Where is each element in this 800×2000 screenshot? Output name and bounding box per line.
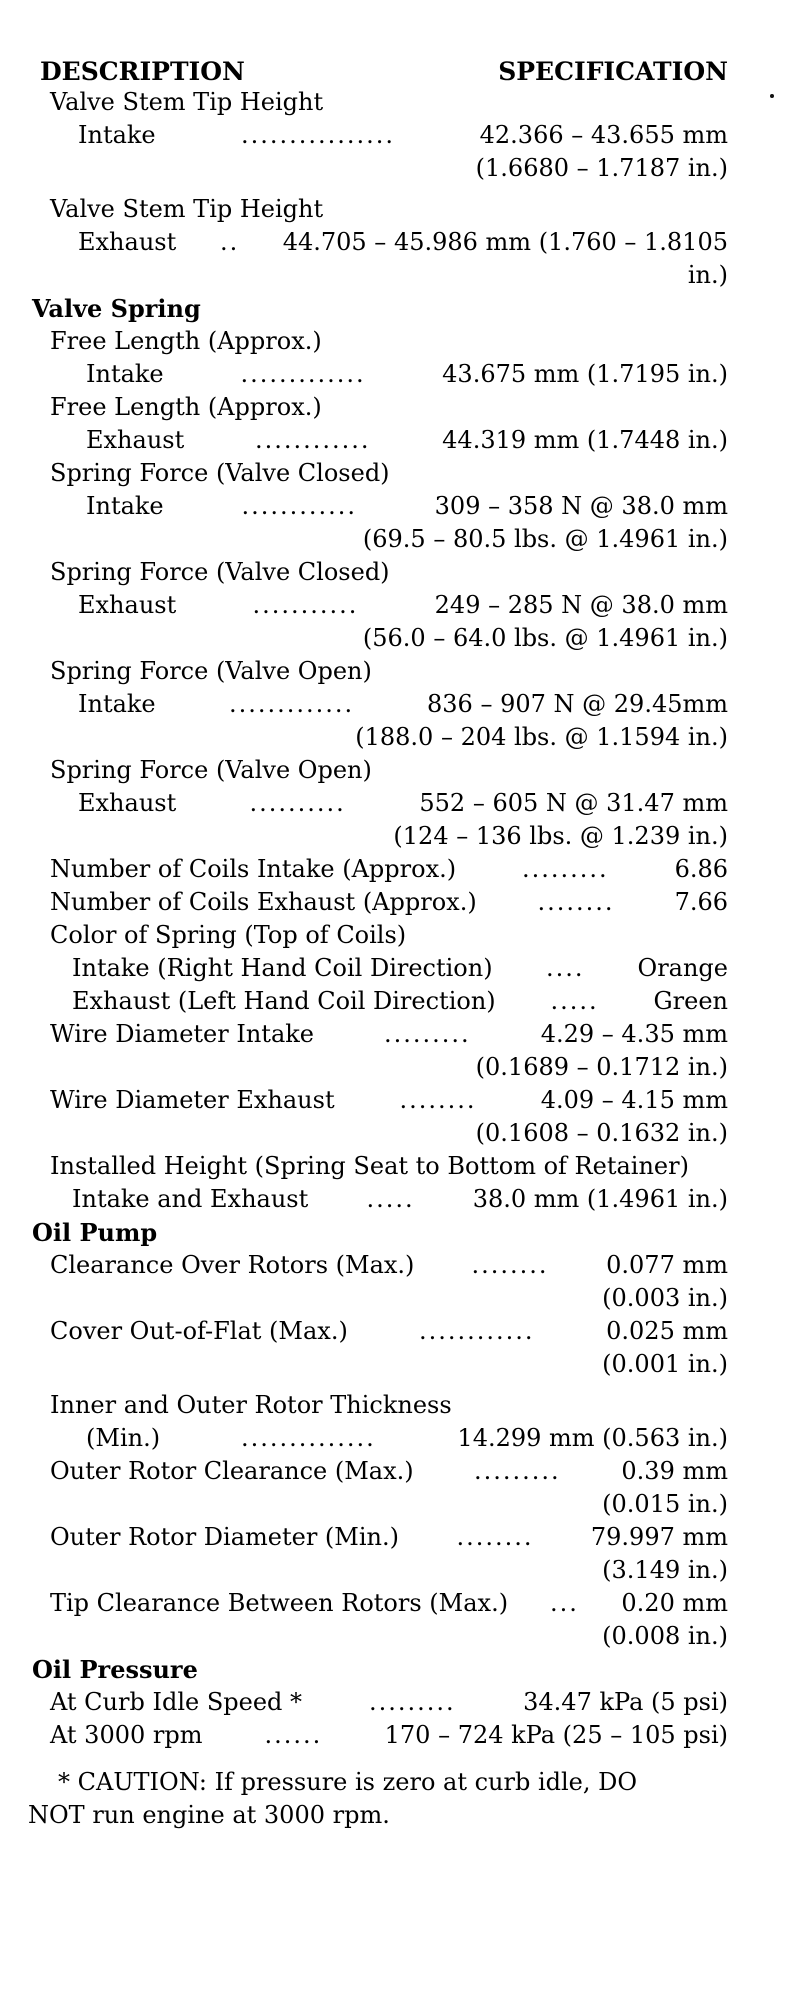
spec-value-continuation-text: (0.015 in.) xyxy=(602,1490,728,1518)
section-heading xyxy=(28,1653,728,1686)
section-heading xyxy=(28,1216,728,1249)
spec-value-continuation-text: (188.0 – 204 lbs. @ 1.1594 in.) xyxy=(355,723,728,751)
spec-group-label-text: Free Length (Approx.) xyxy=(50,327,322,355)
section-heading-text: Oil Pressure xyxy=(32,1655,198,1684)
spec-entry-label: At 3000 rpm xyxy=(50,1721,203,1749)
spec-value-continuation xyxy=(28,1282,728,1315)
spec-entry-value: 34.47 kPa (5 psi) xyxy=(523,1688,728,1716)
spec-value-continuation xyxy=(28,1554,728,1587)
spec-entry xyxy=(28,1455,728,1488)
spec-value-continuation xyxy=(28,1620,728,1653)
spec-entry xyxy=(28,1315,728,1348)
spec-entry-value: 4.29 – 4.35 mm xyxy=(540,1020,728,1048)
spec-entry-value: 43.675 mm (1.7195 in.) xyxy=(442,360,728,388)
spec-entry-value: 0.20 mm xyxy=(621,1589,728,1617)
spec-group-label-text: Valve Stem Tip Height xyxy=(50,88,324,116)
leader-dots: ........ xyxy=(537,888,615,916)
leader-dots: ........... xyxy=(252,591,359,619)
spec-value-continuation xyxy=(28,721,728,754)
spec-value-continuation xyxy=(28,1348,728,1381)
section-heading-text: Valve Spring xyxy=(32,294,201,323)
spec-entry xyxy=(28,1084,728,1117)
leader-dots: ......... xyxy=(384,1020,471,1048)
spec-entry-value: 309 – 358 N @ 38.0 mm xyxy=(434,492,728,520)
spec-entry xyxy=(28,1183,728,1216)
leader-dots: ........ xyxy=(471,1251,549,1279)
spec-entry xyxy=(28,490,728,523)
spec-entry xyxy=(28,1719,728,1752)
spec-entry-label: Intake and Exhaust xyxy=(72,1185,309,1213)
spec-entry xyxy=(28,1521,728,1554)
caution-note-line-2: NOT run engine at 3000 rpm. xyxy=(28,1801,390,1829)
spec-group-label-text: Installed Height (Spring Seat to Bottom of Retainer) xyxy=(50,1152,689,1180)
spec-group-label xyxy=(28,325,728,358)
spec-entry-label: Wire Diameter Exhaust xyxy=(50,1086,335,1114)
spec-value-continuation xyxy=(28,1051,728,1084)
spec-group-label xyxy=(28,1150,728,1183)
spec-entry xyxy=(28,589,728,622)
spec-entry-value: 0.025 mm xyxy=(606,1317,728,1345)
spec-entry-label: Outer Rotor Clearance (Max.) xyxy=(50,1457,414,1485)
spec-group-label-text: Valve Stem Tip Height xyxy=(50,195,324,223)
spec-value-continuation xyxy=(28,259,728,292)
spec-entry-value: 0.39 mm xyxy=(621,1457,728,1485)
leader-dots: ............. xyxy=(229,690,355,718)
spec-rows xyxy=(28,86,728,1752)
spec-entry xyxy=(28,1249,728,1282)
spec-value-continuation xyxy=(28,523,728,556)
leader-dots: ...... xyxy=(264,1721,323,1749)
spec-table xyxy=(28,52,728,1832)
spec-entry xyxy=(28,952,728,985)
spec-value-continuation-text: (0.003 in.) xyxy=(602,1284,728,1312)
spec-entry-label: Exhaust xyxy=(78,228,177,256)
spec-group-label xyxy=(28,193,728,226)
spec-group-label-text: Spring Force (Valve Open) xyxy=(50,756,372,784)
spec-entry-value: 38.0 mm (1.4961 in.) xyxy=(472,1185,728,1213)
spec-group-label xyxy=(28,754,728,787)
leader-dots: ............. xyxy=(240,360,366,388)
spec-group-label-text: Color of Spring (Top of Coils) xyxy=(50,921,407,949)
section-heading-text: Oil Pump xyxy=(32,1218,158,1247)
spec-entry-value: 42.366 – 43.655 mm xyxy=(479,121,728,149)
spec-entry-label: At Curb Idle Speed * xyxy=(50,1688,303,1716)
leader-dots: .... xyxy=(546,954,585,982)
spec-entry xyxy=(28,1587,728,1620)
spec-entry-label: Outer Rotor Diameter (Min.) xyxy=(50,1523,399,1551)
leader-dots: ..... xyxy=(366,1185,415,1213)
leader-dots: ..... xyxy=(550,987,599,1015)
spec-entry-value: 6.86 xyxy=(674,855,728,883)
spec-group-label xyxy=(28,919,728,952)
spec-group-label xyxy=(28,556,728,589)
spec-value-continuation-text: (124 – 136 lbs. @ 1.239 in.) xyxy=(393,822,728,850)
spec-value-continuation xyxy=(28,152,728,185)
leader-dots: ............ xyxy=(241,492,358,520)
spec-value-continuation xyxy=(28,1488,728,1521)
caution-note xyxy=(28,1766,728,1832)
spec-entry xyxy=(28,1686,728,1719)
spec-entry xyxy=(28,424,728,457)
spec-group-label xyxy=(28,1389,728,1422)
spec-entry-label: Wire Diameter Intake xyxy=(50,1020,314,1048)
spec-entry-label: Intake (Right Hand Coil Direction) xyxy=(72,954,493,982)
spec-entry xyxy=(28,787,728,820)
spec-entry-label: Intake xyxy=(86,492,164,520)
spec-group-label-text: Spring Force (Valve Open) xyxy=(50,657,372,685)
spec-entry xyxy=(28,119,728,152)
spec-value-continuation-text: (56.0 – 64.0 lbs. @ 1.4961 in.) xyxy=(362,624,728,652)
specification-column-header: SPECIFICATION xyxy=(498,57,728,86)
spec-group-label xyxy=(28,457,728,490)
leader-dots: ........ xyxy=(456,1523,534,1551)
spec-value-continuation-text: (0.1608 – 0.1632 in.) xyxy=(475,1119,728,1147)
spec-entry xyxy=(28,358,728,391)
spec-entry xyxy=(28,688,728,721)
leader-dots: ......... xyxy=(522,855,609,883)
spec-entry-label: Number of Coils Intake (Approx.) xyxy=(50,855,457,883)
spec-entry-value: 79.997 mm xyxy=(590,1523,728,1551)
spec-entry-label: Exhaust xyxy=(78,591,177,619)
spec-entry-value: 44.319 mm (1.7448 in.) xyxy=(442,426,728,454)
leader-dots: ... xyxy=(550,1589,579,1617)
spec-value-continuation-text: (0.1689 – 0.1712 in.) xyxy=(475,1053,728,1081)
spec-group-label-text: Spring Force (Valve Closed) xyxy=(50,558,390,586)
table-header xyxy=(28,52,728,86)
spec-group-label-text: Spring Force (Valve Closed) xyxy=(50,459,390,487)
leader-dots: ............ xyxy=(419,1317,535,1345)
spec-value-continuation-text: (69.5 – 80.5 lbs. @ 1.4961 in.) xyxy=(362,525,728,553)
spec-entry xyxy=(28,1422,728,1455)
spec-entry-value: 170 – 724 kPa (25 – 105 psi) xyxy=(384,1721,728,1749)
leader-dots: ................ xyxy=(241,121,396,149)
spec-entry-label: Exhaust xyxy=(86,426,185,454)
spec-entry-value: 44.705 – 45.986 mm (1.760 – 1.8105 xyxy=(282,228,728,256)
spec-entry-value: 836 – 907 N @ 29.45mm xyxy=(427,690,728,718)
spec-entry-label: Clearance Over Rotors (Max.) xyxy=(50,1251,415,1279)
description-column-header: DESCRIPTION xyxy=(40,57,245,86)
leader-dots: ......... xyxy=(369,1688,456,1716)
spec-value-continuation-text: (0.001 in.) xyxy=(602,1350,728,1378)
spec-entry-label: Number of Coils Exhaust (Approx.) xyxy=(50,888,477,916)
spec-group-label-text: Inner and Outer Rotor Thickness xyxy=(50,1391,452,1419)
caution-note-line-1: * CAUTION: If pressure is zero at curb idle, DO xyxy=(58,1768,638,1796)
spec-entry-label: Intake xyxy=(86,360,164,388)
spec-entry-label: Cover Out-of-Flat (Max.) xyxy=(50,1317,348,1345)
leader-dots: .............. xyxy=(241,1424,376,1452)
spec-entry xyxy=(28,226,728,259)
spec-entry-value: Orange xyxy=(637,954,728,982)
spec-value-continuation-text: (1.6680 – 1.7187 in.) xyxy=(475,154,728,182)
spec-entry-label: Exhaust (Left Hand Coil Direction) xyxy=(72,987,496,1015)
leader-dots: ............ xyxy=(255,426,371,454)
spec-entry-label: Tip Clearance Between Rotors (Max.) xyxy=(50,1589,509,1617)
spec-entry xyxy=(28,985,728,1018)
spec-entry xyxy=(28,1018,728,1051)
leader-dots: ......... xyxy=(474,1457,561,1485)
spec-value-continuation-text: (3.149 in.) xyxy=(602,1556,728,1584)
spec-value-continuation xyxy=(28,820,728,853)
leader-dots: .. xyxy=(220,228,240,256)
spec-value-continuation xyxy=(28,622,728,655)
spec-entry-label: Intake xyxy=(78,690,156,718)
spec-entry-value: 0.077 mm xyxy=(606,1251,728,1279)
leader-dots: .......... xyxy=(249,789,346,817)
spec-group-label xyxy=(28,391,728,424)
spec-entry-label: (Min.) xyxy=(86,1424,161,1452)
spec-value-continuation xyxy=(28,1117,728,1150)
spec-entry-label: Exhaust xyxy=(78,789,177,817)
spec-value-continuation-text: in.) xyxy=(687,261,728,289)
spec-entry-value: 14.299 mm (0.563 in.) xyxy=(457,1424,728,1452)
spec-entry-value: 552 – 605 N @ 31.47 mm xyxy=(419,789,728,817)
spec-group-label xyxy=(28,655,728,688)
spec-entry-label: Intake xyxy=(78,121,156,149)
spec-value-continuation-text: (0.008 in.) xyxy=(602,1622,728,1650)
stray-mark xyxy=(770,94,774,98)
spec-entry-value: 4.09 – 4.15 mm xyxy=(540,1086,728,1114)
spec-entry xyxy=(28,886,728,919)
row-gap xyxy=(28,1381,728,1389)
row-gap xyxy=(28,185,728,193)
leader-dots: ........ xyxy=(399,1086,477,1114)
spec-entry-value: 7.66 xyxy=(674,888,728,916)
spec-group-label-text: Free Length (Approx.) xyxy=(50,393,322,421)
spec-entry xyxy=(28,853,728,886)
spec-group-label xyxy=(28,86,728,119)
spec-entry-value: Green xyxy=(653,987,728,1015)
section-heading xyxy=(28,292,728,325)
spec-entry-value: 249 – 285 N @ 38.0 mm xyxy=(434,591,728,619)
